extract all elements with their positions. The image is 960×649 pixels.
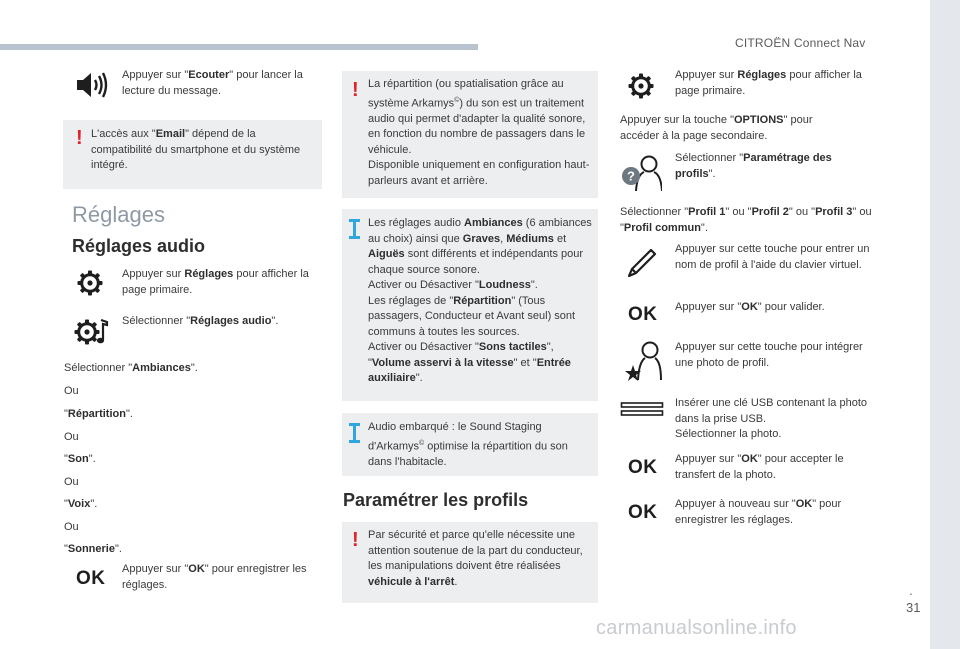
warning-icon: ! <box>76 127 83 149</box>
edit-name-step: Appuyer sur cette touche pour entrer un nom de profil à l'aide du clavier virtuel. <box>675 243 870 271</box>
safety-warning-text: Par sécurité et parce qu'elle nécessite une attention soutenue de la part du conducteur, les manipulations doivent être réalisées véhicule à l'arrêt. <box>368 529 583 588</box>
svg-text:?: ? <box>627 168 635 184</box>
header-rule <box>0 44 478 50</box>
audio-option-5: Ou <box>64 476 79 488</box>
photo-step: Appuyer sur cette touche pour intégrer une photo de profil. <box>675 341 863 369</box>
ok-icon: OK <box>628 457 658 478</box>
ok-transfer-step: Appuyer sur "OK" pour accepter le transfert de la photo. <box>675 453 844 481</box>
subsection-title-audio: Réglages audio <box>72 236 206 256</box>
watermark: carmanualsonline.info <box>596 617 797 639</box>
audio-option-7: Ou <box>64 521 79 533</box>
info-icon <box>353 219 356 239</box>
parametrage-profils-step: Sélectionner "Paramétrage des profils". <box>675 152 832 180</box>
audio-option-2: "Répartition". <box>64 408 133 420</box>
spatialisation-warning-text: La répartition (ou spatialisation grâce au système Arkamys©) du son est un traitement audio qui permet d'adapter la qualité sonore, en fonction du nombre de passagers dans le véhicule. Disponible uniquement en configuration haut-parleurs avant et arrière. <box>368 78 590 187</box>
usb-key-icon <box>620 401 664 419</box>
ok-icon: OK <box>76 568 106 589</box>
listen-step: Appuyer sur "Ecouter" pour lancer la lecture du message. <box>122 69 303 97</box>
ok-validate-step: Appuyer sur "OK" pour valider. <box>675 301 825 313</box>
speaker-icon <box>74 71 110 99</box>
profils-reglages-step: Appuyer sur Réglages pour afficher la page primaire. <box>675 69 862 97</box>
info-icon <box>353 423 356 443</box>
audio-option-8: "Sonnerie". <box>64 543 122 555</box>
sound-staging-text: Audio embarqué : le Sound Staging d'Arkamys© optimise la répartition du son dans l'habitacle. <box>368 421 568 468</box>
section-title-reglages: Réglages <box>72 202 165 227</box>
ok-icon: OK <box>628 304 658 325</box>
audio-option-1: Ou <box>64 385 79 397</box>
profile-select-text: Sélectionner "Profil 1" ou "Profil 2" ou "Profil 3" ou "Profil commun". <box>620 206 872 234</box>
ok-save-step: Appuyer sur "OK" pour enregistrer les réglages. <box>122 563 307 591</box>
gear-icon <box>628 73 654 99</box>
audio-option-0: Sélectionner "Ambiances". <box>64 362 198 374</box>
email-warning-text: L'accès aux "Email" dépend de la compatibilité du smartphone et du système intégré. <box>91 128 301 171</box>
profile-settings-icon <box>620 153 662 193</box>
header-brand: CITROËN Connect Nav <box>735 36 866 50</box>
audio-option-4: "Son". <box>64 453 96 465</box>
warning-icon: ! <box>352 79 359 101</box>
reglages-step: Appuyer sur Réglages pour afficher la page primaire. <box>122 268 309 296</box>
warning-icon: ! <box>352 529 359 551</box>
options-text: Appuyer sur la touche "OPTIONS" pour accéder à la page secondaire. <box>620 114 813 142</box>
page-number: 31 <box>906 600 921 615</box>
usb-insert-step: Insérer une clé USB contenant la photo dans la prise USB. Sélectionner la photo. <box>675 397 868 440</box>
ok-icon: OK <box>628 502 658 523</box>
audio-option-3: Ou <box>64 431 79 443</box>
audio-settings-icon <box>74 316 110 346</box>
page-dot: . <box>909 582 913 598</box>
audio-info-text: Les réglages audio Ambiances (6 ambiances au choix) ainsi que Graves, Médiums et Aiguës sont différents et indépendants pour chaque source sonore. Activer ou Désactiver "Loudness". Les réglages de "Répartition" (Tous passagers, Conducteur et Avant seul) sont communs à toutes les sources. Activer ou Désactiver "Sons tactiles", "Volume asservi à la vitesse" et "Entrée auxiliaire". <box>368 217 592 384</box>
audio-option-6: "Voix". <box>64 498 98 510</box>
profile-photo-icon <box>624 340 662 382</box>
pencil-icon <box>624 245 660 281</box>
reglages-audio-step: Sélectionner "Réglages audio". <box>122 315 279 327</box>
gear-icon <box>77 270 103 296</box>
section-title-profils: Paramétrer les profils <box>343 490 529 510</box>
page-side-band <box>930 0 960 649</box>
ok-save-settings-step: Appuyer à nouveau sur "OK" pour enregistrer les réglages. <box>675 498 842 526</box>
